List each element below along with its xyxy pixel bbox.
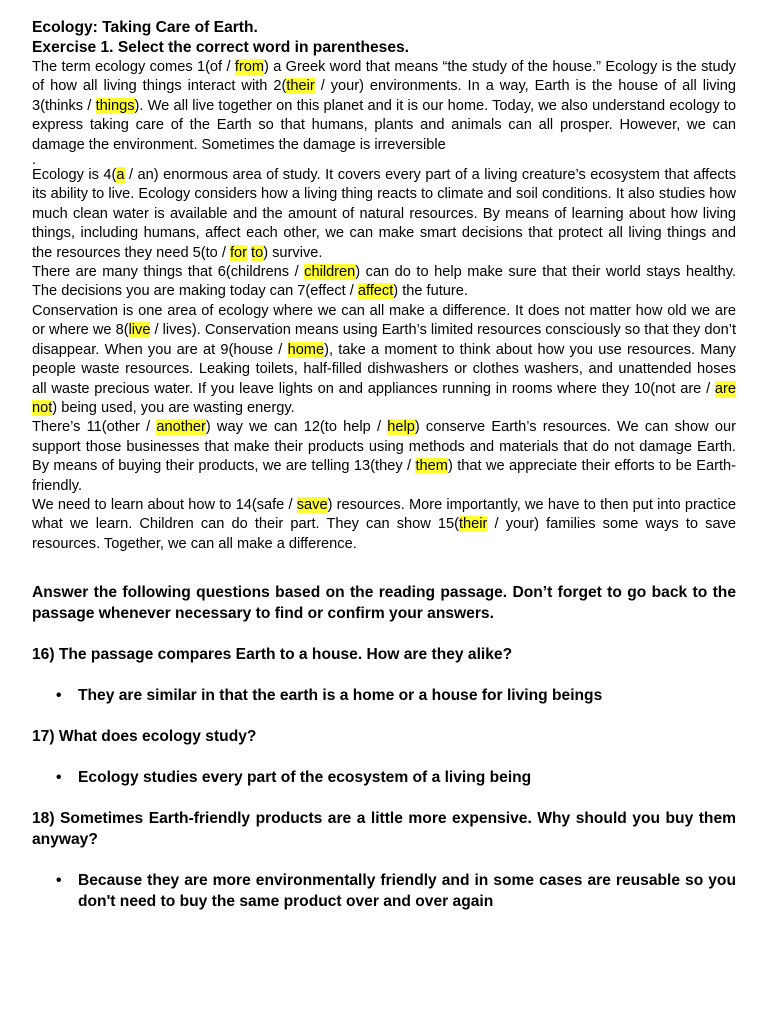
questions-intro: Answer the following questions based on the reading passage. Don’t forget to go back to the passage whenever necessary to find or confirm your answers.: [32, 584, 736, 623]
answer-list: [32, 767, 736, 788]
highlighted-answer: for: [229, 244, 247, 261]
passage-text: ) survive.: [263, 244, 323, 261]
document-title: Ecology: Taking Care of Earth.: [32, 19, 258, 36]
answer-item: [32, 685, 736, 706]
passage-text: There are many things that 6(childrens /: [32, 264, 305, 281]
passage-text: ) that we appreciate their efforts to be Earth-friendly.: [32, 458, 736, 494]
passage-text: ) the future.: [393, 283, 468, 300]
passage-text: ), take a moment to think about how you use resources. Many people waste resources. Leaking toilets, half-filled dishwashers or clothes washers, and unattended hoses all waste precious water. If you leave lights on and appliances running in rooms where they 10(not are /: [32, 341, 736, 397]
highlighted-answer: are not: [32, 380, 736, 416]
bullet-icon: •: [56, 687, 62, 705]
bullet-icon: •: [56, 769, 62, 787]
highlighted-answer: a: [116, 167, 125, 184]
passage-text: ) can do to help make sure that their world stays healthy. The decisions you are making today can 7(effect /: [32, 264, 736, 300]
passage-text: Ecology is 4(: [32, 167, 117, 184]
passage-text: / your) environments. In a way, Earth is the house of all living 3(thinks /: [32, 78, 736, 114]
question-block: [32, 726, 736, 788]
question-text: 18) Sometimes Earth-friendly products are a little more expensive. Why should you buy them anyway?: [32, 810, 736, 849]
passage-text: Conservation is one area of ecology where we can all make a difference. It does not matter how old we are or where we 8(: [32, 302, 736, 339]
answer-text: They are similar in that the earth is a home or a house for living beings: [78, 687, 603, 705]
answer-item: [32, 870, 736, 912]
answer-list: [32, 870, 736, 912]
highlighted-answer: their: [458, 516, 488, 533]
highlighted-answer: help: [387, 419, 415, 436]
passage-text: ) way we can 12(to help /: [205, 419, 388, 436]
passage-paragraph: [32, 418, 736, 496]
passage-text: ) resources. More importantly, we have to then put into practice what we learn. Children can do their part. They can show 15(: [32, 496, 736, 533]
question-text: 17) What does ecology study?: [32, 728, 257, 746]
answer-text: Ecology studies every part of the ecosystem of a living being: [78, 769, 532, 787]
passage-paragraph: [32, 58, 736, 155]
passage-text: / your) families some ways to save resources. Together, we can all make a difference.: [32, 516, 736, 552]
answer-text: Because they are more environmentally friendly and in some cases are reusable so you don't need to buy the same product over and over again: [78, 872, 736, 911]
highlighted-answer: save: [296, 496, 328, 513]
passage-text: ) conserve Earth’s resources. We can show our support those businesses that make their products using methods and materials that do not damage Earth. By means of buying their products, we are telling 13(they /: [32, 419, 736, 475]
exercise-heading: Exercise 1. Select the correct word in parentheses.: [32, 39, 410, 56]
highlighted-answer: their: [286, 78, 315, 95]
question-block: [32, 644, 736, 706]
passage-text: / an) enormous area of study. It covers every part of a living creature’s ecosystem that affects its ability to live. Ecology considers how a living thing reacts to climate and soil conditions. It also studies how much clean water is available and the amount of natural resources. By means of learning about how living things, including humans, affect each other, we can make smart decisions that protect all living things and the resources they need 5(to /: [32, 167, 736, 261]
highlighted-answer: affect: [357, 283, 394, 300]
highlighted-answer: live: [128, 322, 151, 339]
highlighted-answer: children: [304, 264, 356, 281]
passage-text: There’s 11(other /: [32, 419, 157, 436]
passage-paragraph: [32, 263, 736, 302]
highlighted-answer: things: [95, 97, 135, 114]
passage-paragraph: [32, 166, 736, 263]
highlighted-answer: home: [287, 341, 325, 358]
answer-item: [32, 767, 736, 788]
passage-text: We need to learn about how to 14(safe /: [32, 496, 297, 513]
question-block: [32, 808, 736, 912]
passage-text: ) being used, you are wasting energy.: [52, 399, 295, 416]
passage-paragraph: [32, 496, 736, 554]
highlighted-answer: another: [156, 419, 206, 436]
reading-passage: [32, 58, 736, 554]
answer-list: [32, 685, 736, 706]
stray-mark: .: [32, 152, 37, 169]
passage-text: ). We all live together on this planet and it is our home. Today, we also understand ecology to express taking care of the Earth so that humans, plants and animals can all prosper. However, we can damage the environment. Sometimes the damage is irreversible: [32, 97, 736, 153]
passage-text: ) a Greek word that means “the study of the house.” Ecology is the study of how all living things interact with 2(: [32, 59, 736, 95]
question-text: 16) The passage compares Earth to a house. How are they alike?: [32, 646, 513, 664]
passage-text: / lives). Conservation means using Earth’s limited resources consciously so that they don’t disappear. When you are at 9(house /: [32, 322, 736, 358]
highlighted-answer: from: [234, 59, 265, 75]
bullet-icon: •: [56, 872, 62, 890]
highlighted-answer: them: [415, 458, 448, 475]
passage-text: The term ecology comes 1(of /: [32, 59, 235, 75]
worksheet-page: [32, 18, 736, 912]
passage-paragraph: [32, 302, 736, 418]
highlighted-answer: to: [251, 244, 264, 261]
